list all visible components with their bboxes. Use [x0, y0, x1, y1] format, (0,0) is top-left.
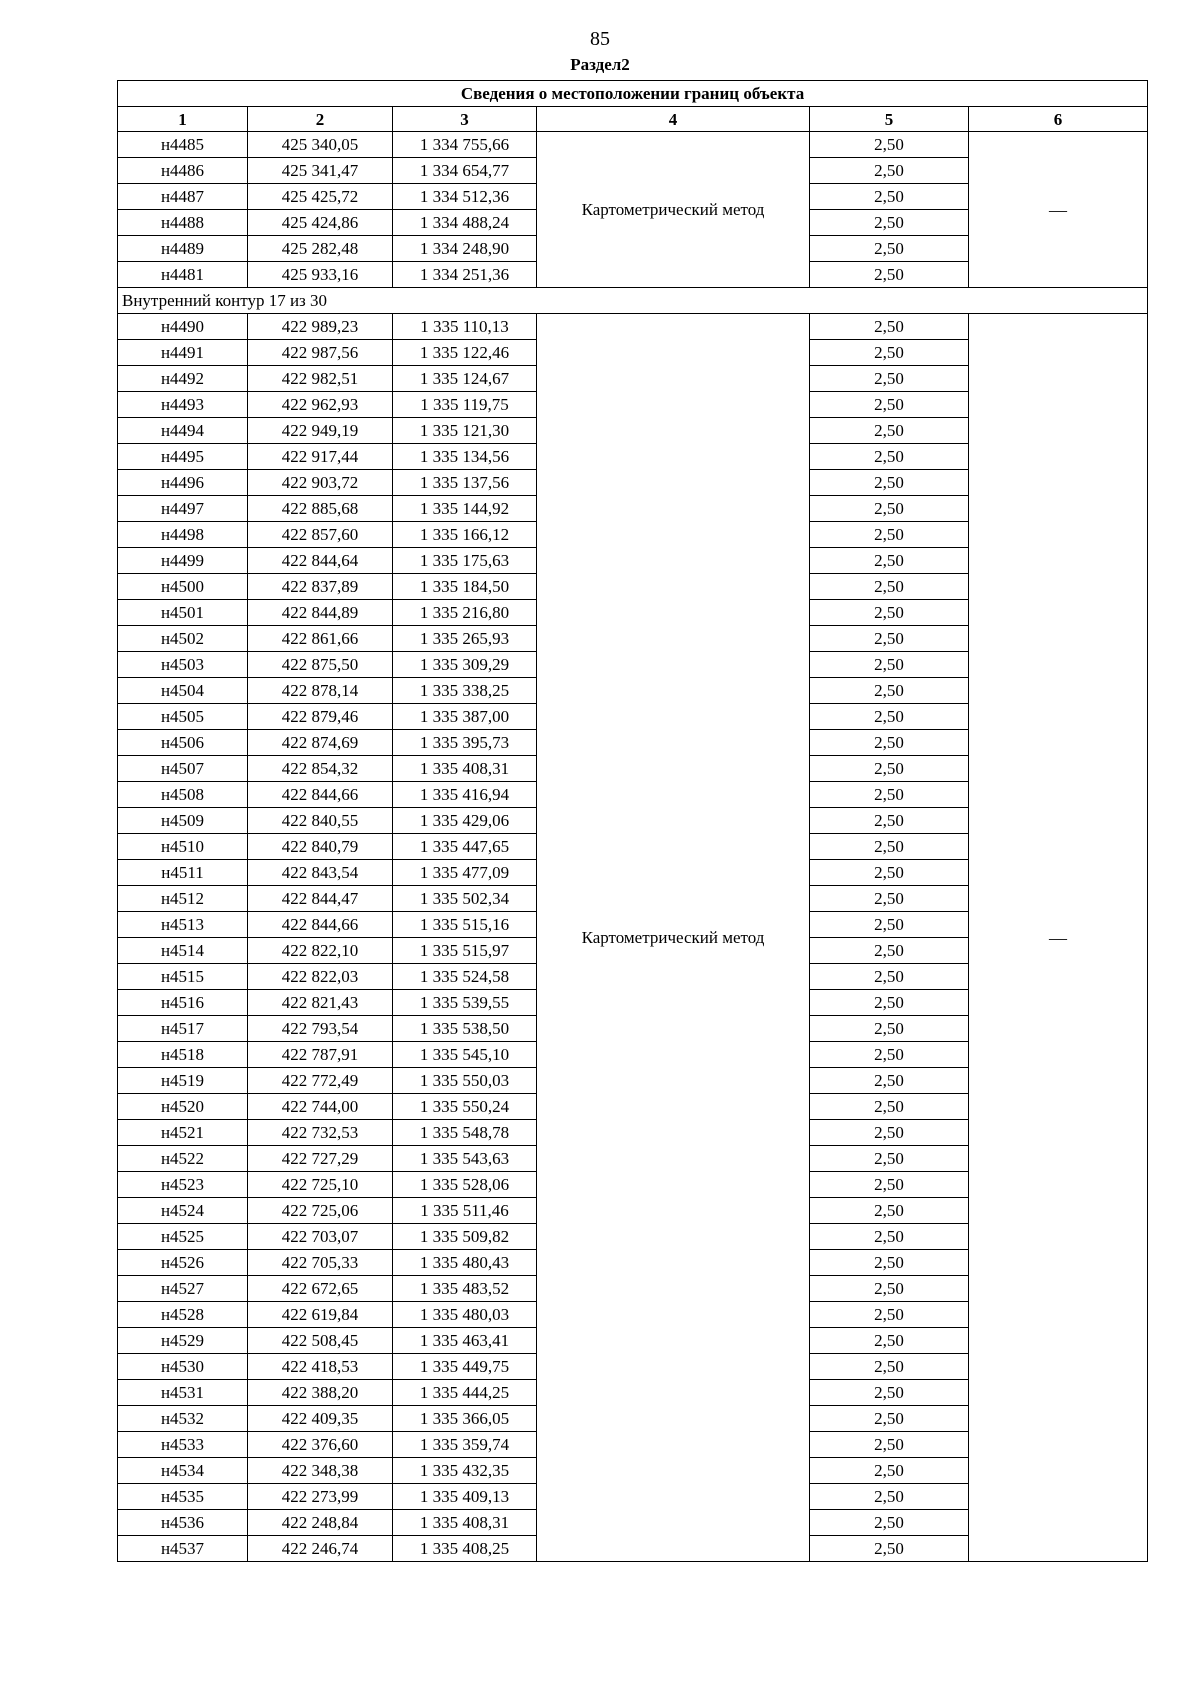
point-id-cell: н4516 [118, 990, 248, 1016]
point-id-cell: н4507 [118, 756, 248, 782]
precision-cell: 2,50 [810, 1536, 969, 1562]
x-coordinate-cell: 422 348,38 [248, 1458, 393, 1484]
x-coordinate-cell: 422 861,66 [248, 626, 393, 652]
precision-cell: 2,50 [810, 1354, 969, 1380]
x-coordinate-cell: 422 989,23 [248, 314, 393, 340]
x-coordinate-cell: 422 844,47 [248, 886, 393, 912]
note-cell: — [969, 132, 1148, 288]
y-coordinate-cell: 1 335 550,03 [393, 1068, 537, 1094]
precision-cell: 2,50 [810, 496, 969, 522]
point-id-cell: н4532 [118, 1406, 248, 1432]
point-id-cell: н4512 [118, 886, 248, 912]
point-id-cell: н4499 [118, 548, 248, 574]
point-id-cell: н4497 [118, 496, 248, 522]
y-coordinate-cell: 1 335 480,43 [393, 1250, 537, 1276]
precision-cell: 2,50 [810, 1198, 969, 1224]
point-id-cell: н4518 [118, 1042, 248, 1068]
x-coordinate-cell: 422 822,03 [248, 964, 393, 990]
y-coordinate-cell: 1 334 251,36 [393, 262, 537, 288]
precision-cell: 2,50 [810, 1484, 969, 1510]
y-coordinate-cell: 1 335 545,10 [393, 1042, 537, 1068]
y-coordinate-cell: 1 335 511,46 [393, 1198, 537, 1224]
y-coordinate-cell: 1 335 463,41 [393, 1328, 537, 1354]
y-coordinate-cell: 1 335 166,12 [393, 522, 537, 548]
x-coordinate-cell: 422 246,74 [248, 1536, 393, 1562]
point-id-cell: н4492 [118, 366, 248, 392]
x-coordinate-cell: 422 672,65 [248, 1276, 393, 1302]
point-id-cell: н4496 [118, 470, 248, 496]
x-coordinate-cell: 422 874,69 [248, 730, 393, 756]
y-coordinate-cell: 1 335 483,52 [393, 1276, 537, 1302]
point-id-cell: н4491 [118, 340, 248, 366]
x-coordinate-cell: 422 725,06 [248, 1198, 393, 1224]
y-coordinate-cell: 1 335 515,97 [393, 938, 537, 964]
table-row [118, 314, 1148, 340]
precision-cell: 2,50 [810, 184, 969, 210]
point-id-cell: н4508 [118, 782, 248, 808]
x-coordinate-cell: 422 418,53 [248, 1354, 393, 1380]
point-id-cell: н4522 [118, 1146, 248, 1172]
x-coordinate-cell: 422 787,91 [248, 1042, 393, 1068]
x-coordinate-cell: 422 844,89 [248, 600, 393, 626]
point-id-cell: н4523 [118, 1172, 248, 1198]
precision-cell: 2,50 [810, 1432, 969, 1458]
precision-cell: 2,50 [810, 574, 969, 600]
point-id-cell: н4536 [118, 1510, 248, 1536]
y-coordinate-cell: 1 335 144,92 [393, 496, 537, 522]
point-id-cell: н4521 [118, 1120, 248, 1146]
y-coordinate-cell: 1 335 550,24 [393, 1094, 537, 1120]
point-id-cell: н4527 [118, 1276, 248, 1302]
precision-cell: 2,50 [810, 522, 969, 548]
x-coordinate-cell: 425 282,48 [248, 236, 393, 262]
y-coordinate-cell: 1 335 502,34 [393, 886, 537, 912]
contour-label: Внутренний контур 17 из 30 [118, 288, 1148, 314]
x-coordinate-cell: 422 843,54 [248, 860, 393, 886]
x-coordinate-cell: 422 878,14 [248, 678, 393, 704]
y-coordinate-cell: 1 335 134,56 [393, 444, 537, 470]
x-coordinate-cell: 422 962,93 [248, 392, 393, 418]
x-coordinate-cell: 422 376,60 [248, 1432, 393, 1458]
precision-cell: 2,50 [810, 600, 969, 626]
y-coordinate-cell: 1 335 122,46 [393, 340, 537, 366]
precision-cell: 2,50 [810, 470, 969, 496]
precision-cell: 2,50 [810, 756, 969, 782]
x-coordinate-cell: 422 705,33 [248, 1250, 393, 1276]
precision-cell: 2,50 [810, 210, 969, 236]
point-id-cell: н4493 [118, 392, 248, 418]
x-coordinate-cell: 422 388,20 [248, 1380, 393, 1406]
y-coordinate-cell: 1 335 408,31 [393, 756, 537, 782]
y-coordinate-cell: 1 335 265,93 [393, 626, 537, 652]
x-coordinate-cell: 422 982,51 [248, 366, 393, 392]
x-coordinate-cell: 422 987,56 [248, 340, 393, 366]
y-coordinate-cell: 1 335 528,06 [393, 1172, 537, 1198]
y-coordinate-cell: 1 335 121,30 [393, 418, 537, 444]
precision-cell: 2,50 [810, 366, 969, 392]
y-coordinate-cell: 1 335 184,50 [393, 574, 537, 600]
y-coordinate-cell: 1 335 309,29 [393, 652, 537, 678]
precision-cell: 2,50 [810, 236, 969, 262]
contour-row [118, 288, 1148, 314]
precision-cell: 2,50 [810, 444, 969, 470]
precision-cell: 2,50 [810, 1146, 969, 1172]
precision-cell: 2,50 [810, 262, 969, 288]
y-coordinate-cell: 1 335 543,63 [393, 1146, 537, 1172]
x-coordinate-cell: 422 822,10 [248, 938, 393, 964]
point-id-cell: н4529 [118, 1328, 248, 1354]
point-id-cell: н4494 [118, 418, 248, 444]
point-id-cell: н4519 [118, 1068, 248, 1094]
x-coordinate-cell: 425 933,16 [248, 262, 393, 288]
method-cell: Картометрический метод [537, 132, 810, 288]
precision-cell: 2,50 [810, 730, 969, 756]
point-id-cell: н4509 [118, 808, 248, 834]
y-coordinate-cell: 1 335 366,05 [393, 1406, 537, 1432]
point-id-cell: н4506 [118, 730, 248, 756]
precision-cell: 2,50 [810, 132, 969, 158]
y-coordinate-cell: 1 335 338,25 [393, 678, 537, 704]
y-coordinate-cell: 1 335 175,63 [393, 548, 537, 574]
precision-cell: 2,50 [810, 1068, 969, 1094]
precision-cell: 2,50 [810, 1510, 969, 1536]
y-coordinate-cell: 1 335 359,74 [393, 1432, 537, 1458]
precision-cell: 2,50 [810, 678, 969, 704]
y-coordinate-cell: 1 335 447,65 [393, 834, 537, 860]
y-coordinate-cell: 1 335 429,06 [393, 808, 537, 834]
point-id-cell: н4531 [118, 1380, 248, 1406]
precision-cell: 2,50 [810, 912, 969, 938]
point-id-cell: н4500 [118, 574, 248, 600]
y-coordinate-cell: 1 334 248,90 [393, 236, 537, 262]
y-coordinate-cell: 1 335 480,03 [393, 1302, 537, 1328]
precision-cell: 2,50 [810, 1458, 969, 1484]
y-coordinate-cell: 1 335 387,00 [393, 704, 537, 730]
x-coordinate-cell: 425 424,86 [248, 210, 393, 236]
point-id-cell: н4505 [118, 704, 248, 730]
x-coordinate-cell: 425 341,47 [248, 158, 393, 184]
table-title: Сведения о местоположении границ объекта [118, 81, 1148, 107]
point-id-cell: н4528 [118, 1302, 248, 1328]
precision-cell: 2,50 [810, 1094, 969, 1120]
x-coordinate-cell: 422 875,50 [248, 652, 393, 678]
precision-cell: 2,50 [810, 938, 969, 964]
point-id-cell: н4524 [118, 1198, 248, 1224]
point-id-cell: н4501 [118, 600, 248, 626]
x-coordinate-cell: 422 949,19 [248, 418, 393, 444]
point-id-cell: н4487 [118, 184, 248, 210]
precision-cell: 2,50 [810, 1120, 969, 1146]
column-header: 1 [118, 107, 248, 132]
precision-cell: 2,50 [810, 1406, 969, 1432]
precision-cell: 2,50 [810, 834, 969, 860]
x-coordinate-cell: 422 837,89 [248, 574, 393, 600]
y-coordinate-cell: 1 335 539,55 [393, 990, 537, 1016]
x-coordinate-cell: 422 703,07 [248, 1224, 393, 1250]
y-coordinate-cell: 1 335 409,13 [393, 1484, 537, 1510]
point-id-cell: н4495 [118, 444, 248, 470]
column-header: 4 [537, 107, 810, 132]
x-coordinate-cell: 422 844,66 [248, 912, 393, 938]
point-id-cell: н4530 [118, 1354, 248, 1380]
column-header: 2 [248, 107, 393, 132]
precision-cell: 2,50 [810, 340, 969, 366]
precision-cell: 2,50 [810, 652, 969, 678]
precision-cell: 2,50 [810, 990, 969, 1016]
y-coordinate-cell: 1 334 512,36 [393, 184, 537, 210]
precision-cell: 2,50 [810, 782, 969, 808]
x-coordinate-cell: 422 744,00 [248, 1094, 393, 1120]
x-coordinate-cell: 422 854,32 [248, 756, 393, 782]
y-coordinate-cell: 1 335 524,58 [393, 964, 537, 990]
y-coordinate-cell: 1 335 216,80 [393, 600, 537, 626]
point-id-cell: н4511 [118, 860, 248, 886]
y-coordinate-cell: 1 335 124,67 [393, 366, 537, 392]
precision-cell: 2,50 [810, 964, 969, 990]
x-coordinate-cell: 422 857,60 [248, 522, 393, 548]
section-title: Раздел2 [570, 55, 630, 74]
point-id-cell: н4504 [118, 678, 248, 704]
point-id-cell: н4486 [118, 158, 248, 184]
y-coordinate-cell: 1 335 119,75 [393, 392, 537, 418]
x-coordinate-cell: 422 821,43 [248, 990, 393, 1016]
point-id-cell: н4488 [118, 210, 248, 236]
precision-cell: 2,50 [810, 1224, 969, 1250]
method-cell: Картометрический метод [537, 314, 810, 1562]
x-coordinate-cell: 422 844,64 [248, 548, 393, 574]
point-id-cell: н4525 [118, 1224, 248, 1250]
precision-cell: 2,50 [810, 418, 969, 444]
boundary-table [117, 80, 1148, 1562]
note-cell: — [969, 314, 1148, 1562]
point-id-cell: н4513 [118, 912, 248, 938]
point-id-cell: н4510 [118, 834, 248, 860]
point-id-cell: н4526 [118, 1250, 248, 1276]
point-id-cell: н4489 [118, 236, 248, 262]
point-id-cell: н4520 [118, 1094, 248, 1120]
precision-cell: 2,50 [810, 1042, 969, 1068]
point-id-cell: н4537 [118, 1536, 248, 1562]
precision-cell: 2,50 [810, 626, 969, 652]
y-coordinate-cell: 1 335 509,82 [393, 1224, 537, 1250]
y-coordinate-cell: 1 334 488,24 [393, 210, 537, 236]
x-coordinate-cell: 422 619,84 [248, 1302, 393, 1328]
point-id-cell: н4535 [118, 1484, 248, 1510]
point-id-cell: н4498 [118, 522, 248, 548]
x-coordinate-cell: 422 885,68 [248, 496, 393, 522]
precision-cell: 2,50 [810, 1276, 969, 1302]
point-id-cell: н4502 [118, 626, 248, 652]
precision-cell: 2,50 [810, 860, 969, 886]
page-number: 85 [590, 28, 610, 50]
x-coordinate-cell: 422 732,53 [248, 1120, 393, 1146]
y-coordinate-cell: 1 334 654,77 [393, 158, 537, 184]
x-coordinate-cell: 422 903,72 [248, 470, 393, 496]
y-coordinate-cell: 1 335 444,25 [393, 1380, 537, 1406]
point-id-cell: н4490 [118, 314, 248, 340]
point-id-cell: н4534 [118, 1458, 248, 1484]
y-coordinate-cell: 1 335 515,16 [393, 912, 537, 938]
point-id-cell: н4503 [118, 652, 248, 678]
x-coordinate-cell: 422 727,29 [248, 1146, 393, 1172]
precision-cell: 2,50 [810, 1250, 969, 1276]
y-coordinate-cell: 1 335 432,35 [393, 1458, 537, 1484]
precision-cell: 2,50 [810, 1172, 969, 1198]
precision-cell: 2,50 [810, 1380, 969, 1406]
x-coordinate-cell: 422 840,79 [248, 834, 393, 860]
y-coordinate-cell: 1 335 538,50 [393, 1016, 537, 1042]
precision-cell: 2,50 [810, 1328, 969, 1354]
column-header: 6 [969, 107, 1148, 132]
point-id-cell: н4533 [118, 1432, 248, 1458]
point-id-cell: н4485 [118, 132, 248, 158]
y-coordinate-cell: 1 335 477,09 [393, 860, 537, 886]
precision-cell: 2,50 [810, 314, 969, 340]
x-coordinate-cell: 422 273,99 [248, 1484, 393, 1510]
y-coordinate-cell: 1 335 408,31 [393, 1510, 537, 1536]
x-coordinate-cell: 422 772,49 [248, 1068, 393, 1094]
x-coordinate-cell: 422 508,45 [248, 1328, 393, 1354]
precision-cell: 2,50 [810, 1302, 969, 1328]
precision-cell: 2,50 [810, 886, 969, 912]
y-coordinate-cell: 1 335 395,73 [393, 730, 537, 756]
point-id-cell: н4517 [118, 1016, 248, 1042]
x-coordinate-cell: 422 248,84 [248, 1510, 393, 1536]
x-coordinate-cell: 422 409,35 [248, 1406, 393, 1432]
column-header: 3 [393, 107, 537, 132]
precision-cell: 2,50 [810, 808, 969, 834]
y-coordinate-cell: 1 335 449,75 [393, 1354, 537, 1380]
x-coordinate-cell: 422 917,44 [248, 444, 393, 470]
y-coordinate-cell: 1 334 755,66 [393, 132, 537, 158]
x-coordinate-cell: 422 879,46 [248, 704, 393, 730]
point-id-cell: н4481 [118, 262, 248, 288]
x-coordinate-cell: 425 340,05 [248, 132, 393, 158]
x-coordinate-cell: 422 793,54 [248, 1016, 393, 1042]
column-header: 5 [810, 107, 969, 132]
y-coordinate-cell: 1 335 548,78 [393, 1120, 537, 1146]
x-coordinate-cell: 422 725,10 [248, 1172, 393, 1198]
precision-cell: 2,50 [810, 1016, 969, 1042]
precision-cell: 2,50 [810, 158, 969, 184]
y-coordinate-cell: 1 335 110,13 [393, 314, 537, 340]
point-id-cell: н4514 [118, 938, 248, 964]
x-coordinate-cell: 422 844,66 [248, 782, 393, 808]
table-row [118, 132, 1148, 158]
point-id-cell: н4515 [118, 964, 248, 990]
y-coordinate-cell: 1 335 416,94 [393, 782, 537, 808]
x-coordinate-cell: 425 425,72 [248, 184, 393, 210]
y-coordinate-cell: 1 335 137,56 [393, 470, 537, 496]
precision-cell: 2,50 [810, 548, 969, 574]
x-coordinate-cell: 422 840,55 [248, 808, 393, 834]
precision-cell: 2,50 [810, 392, 969, 418]
precision-cell: 2,50 [810, 704, 969, 730]
y-coordinate-cell: 1 335 408,25 [393, 1536, 537, 1562]
